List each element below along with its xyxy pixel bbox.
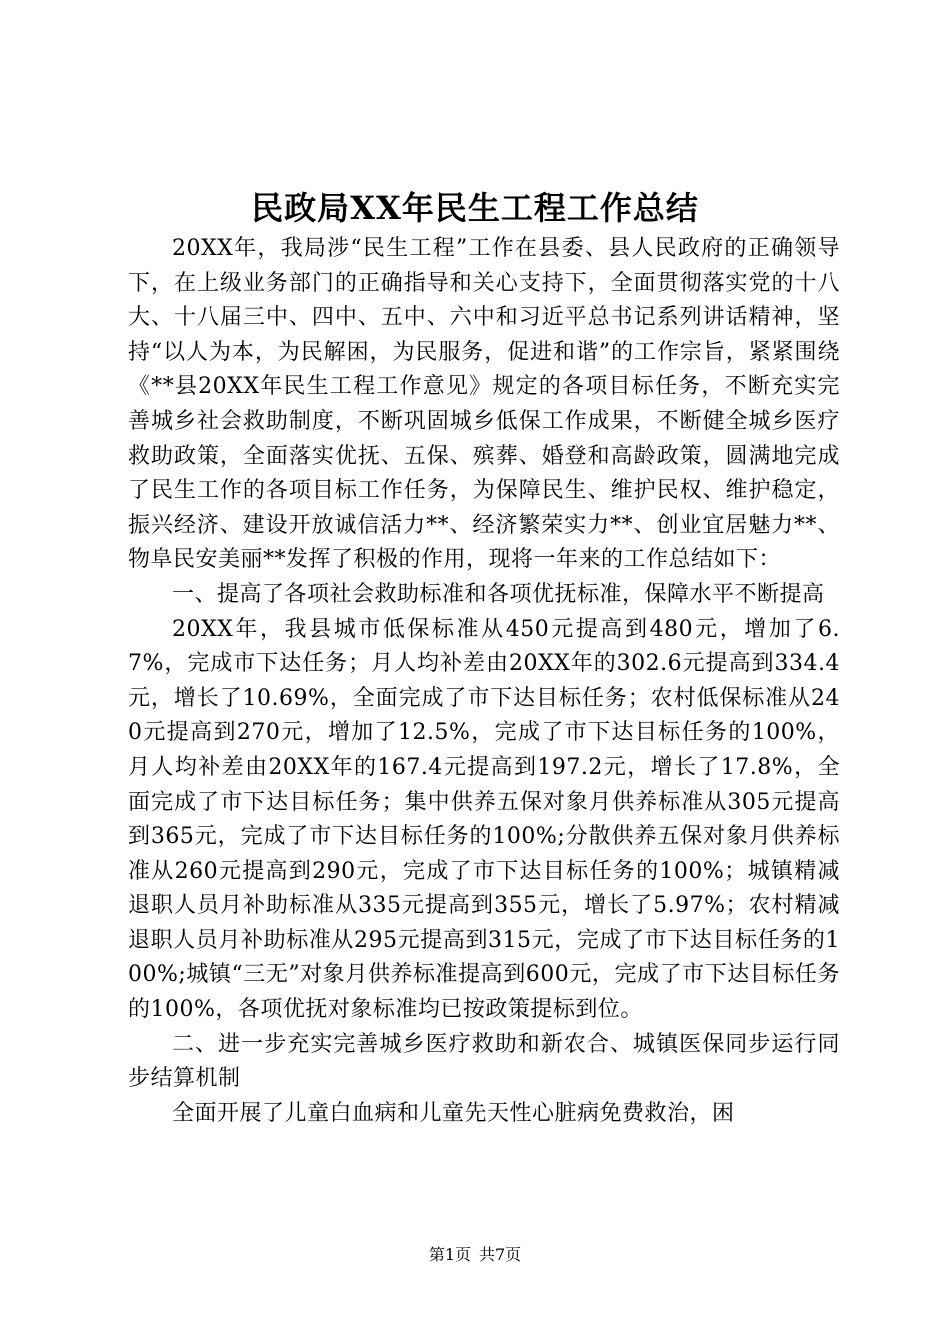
page-footer — [0, 1244, 950, 1266]
section-one-heading: 一、提高了各项社会救助标准和各项优抚标准，保障水平不断提高 — [172, 581, 825, 607]
intro-paragraph: 20XX年，我局涉“民生工程”工作在县委、县人民政府的正确领导下，在上级业务部门的正确指导和关心支持下，全面贯彻落实党的十八大、十八届三中、四中、五中、六中和习近平总书记系列讲话精神，坚持“以人为本，为民解困，为民服务，促进和谐”的工作宗旨，紧紧围绕《**县20XX年民生工程工作意见》规定的各项目标任务，不断充实完善城乡社会救助制度，不断巩固城乡低保工作成果，不断健全城乡医疗救助政策，全面落实优抚、五保、殡葬、婚登和高龄政策，圆满地完成了民生工作的各项目标工作任务，为保障民生、维护民权、维护稳定，振兴经济、建设开放诚信活力**、经济繁荣实力**、创业宜居魅力**、物阜民安美丽**发挥了积极的作用，现将一年来的工作总结如下： — [128, 236, 840, 573]
page-number: 第1页 — [428, 1245, 471, 1264]
document-title: 民政局XX年民生工程工作总结 — [251, 189, 699, 227]
section-two-paragraph: 全面开展了儿童白血病和儿童先天性心脏病免费救治，困 — [172, 1100, 735, 1126]
section-two-heading: 二、进一步充实完善城乡医疗救助和新农合、城镇医保同步运行同步结算机制 — [128, 1031, 840, 1092]
page-total: 共7页 — [479, 1245, 522, 1264]
document-body — [128, 232, 840, 1131]
section-one-paragraph: 20XX年，我县城市低保标准从450元提高到480元，增加了6.7%，完成市下达任务；月人均补差由20XX年的302.6元提高到334.4元，增长了10.69%，全面完成了市下达目标任务；农村低保标准从240元提高到270元，增加了12.5%，完成了市下达目标任务的100%，月人均补差由20XX年的167.4元提高到197.2元，增长了17.8%，全面完成了市下达目标任务；集中供养五保对象月供养标准从305元提高到365元，完成了市下达目标任务的100%;分散供养五保对象月供养标准从260元提高到290元，完成了市下达目标任务的100%；城镇精减退职人员月补助标准从335元提高到355元，增长了5.97%；农村精减退职人员月补助标准从295元提高到315元，完成了市下达目标任务的100%;城镇“三无”对象月供养标准提高到600元，完成了市下达目标任务的100%，各项优抚对象标准均已按政策提标到位。 — [128, 616, 840, 1023]
